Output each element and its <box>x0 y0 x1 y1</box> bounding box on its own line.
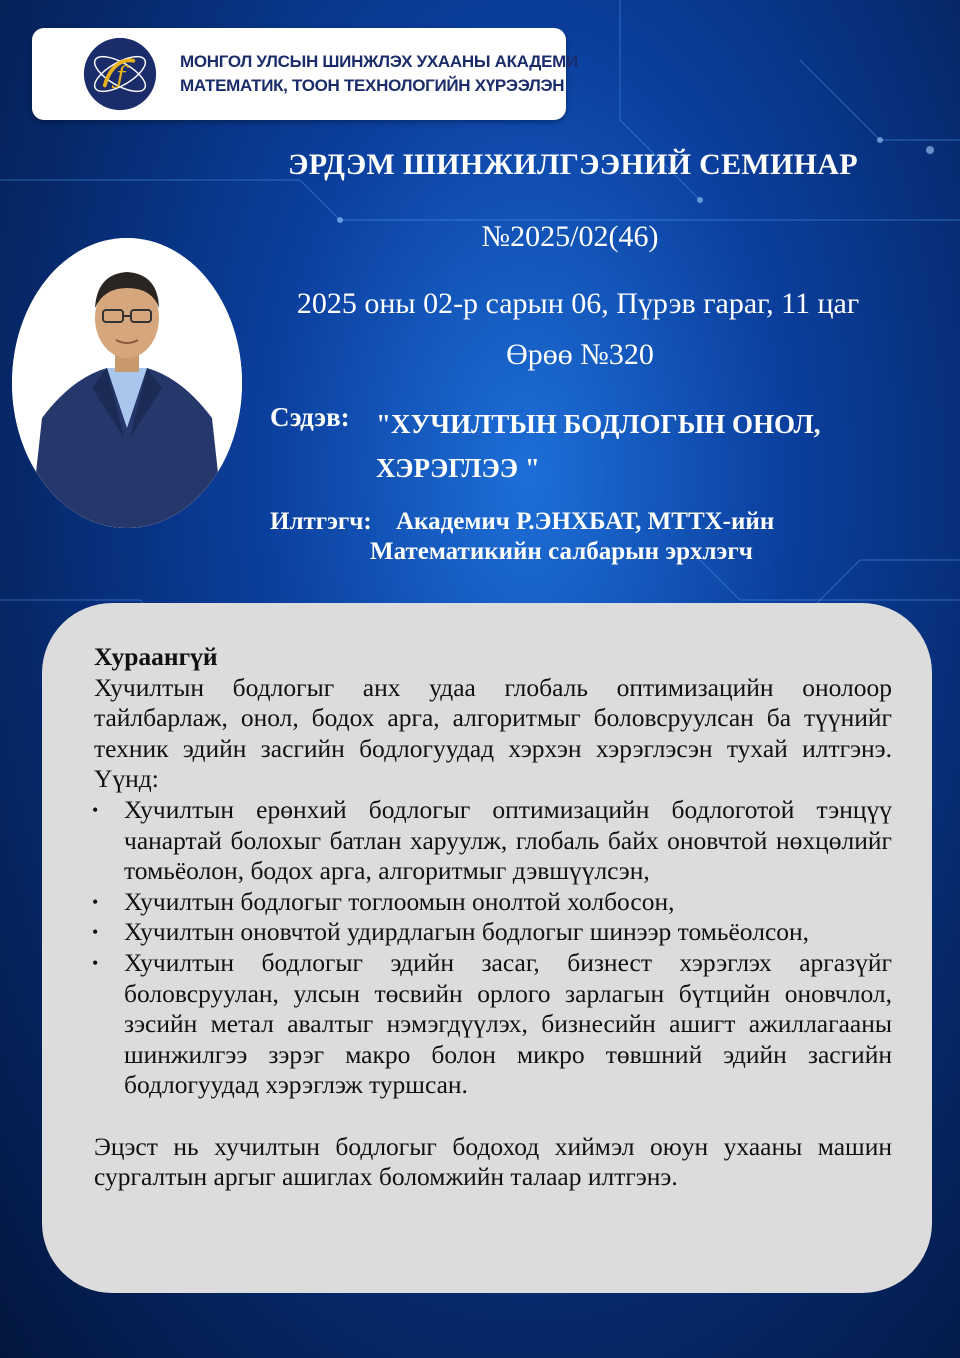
speaker-name: Академич Р.ЭНХБАТ, МТТХ-ийн <box>396 508 775 535</box>
logo-line-academy: МОНГОЛ УЛСЫН ШИНЖЛЭХ УХААНЫ АКАДЕМИ <box>180 52 578 71</box>
speaker-portrait-illustration <box>12 238 242 528</box>
institute-logo <box>32 28 578 120</box>
speaker-label: Илтгэгч: <box>270 508 372 535</box>
logo-line-institute: МАТЕМАТИК, ТООН ТЕХНОЛОГИЙН ХҮРЭЭЛЭН <box>180 76 565 95</box>
bullet-icon: • <box>92 952 99 973</box>
seminar-number: №2025/02(46) <box>481 220 659 253</box>
abstract-bullet-item: • Хучилтын бодлогыг эдийн засаг, бизнест хэрэглэх аргазүйг боловсруулан, улсын төсвийн орлого зарлагын бүтцийн оновчлол, зэсийн метал авалтыг нэмэгдүүлэх, бизнесийн ашигт ажиллагааны шинжилгээ зэрэг макро болон микро төвшний эдийн засгийн бодлогуудад хэрэглэж туршсан. <box>92 947 892 1100</box>
speaker-photo <box>12 238 242 528</box>
seminar-datetime: 2025 оны 02-р сарын 06, Пүрэв гараг, 11 цаг <box>296 287 860 320</box>
bullet-icon: • <box>92 891 99 912</box>
abstract-bullet-item: • Хучилтын оновчтой удирдлагын бодлогыг шинээр томьёолсон, <box>92 917 810 947</box>
abstract-bullet-item: • Хучилтын ерөнхий бодлогыг оптимизацийн бодлоготой тэнцүү чанартай болохыг батлан харуулж, глобаль байх оновчтой нөхцөлийг томьёолон, бодох арга, алгоритмыг дэвшүүлсэн, <box>92 794 892 886</box>
abstract-content <box>94 642 892 1193</box>
topic-label: Сэдэв: <box>270 402 350 432</box>
seminar-room: Өрөө №320 <box>506 338 654 371</box>
svg-text:ƒ: ƒ <box>116 60 126 90</box>
institute-emblem-icon <box>82 36 158 112</box>
abstract-intro: Хучилтын бодлогыг анх удаа глобаль оптимизацийн онолоор тайлбарлаж, онол, бодох арга, алгоритмыг боловсруулсан ба түүнийг техник эдийн засгийн бодлогуудад хэрхэн хэрэглэсэн тухай илтгэнэ. Үүнд: <box>94 672 892 794</box>
abstract-bullet-list <box>94 795 892 1101</box>
abstract-bullet-item: • Хучилтын бодлогыг тоглоомын онолтой холбосон, <box>92 886 675 916</box>
topic-value: "ХУЧИЛТЫН БОДЛОГЫН ОНОЛ, ХЭРЭГЛЭЭ " <box>376 409 821 483</box>
seminar-title: ЭРДЭМ ШИНЖИЛГЭЭНИЙ СЕМИНАР <box>288 148 858 181</box>
speaker-role: Математикийн салбарын эрхлэгч <box>370 538 753 565</box>
bullet-icon: • <box>92 922 99 943</box>
bullet-icon: • <box>92 799 99 820</box>
abstract-closing: Эцэст нь хучилтын бодлогыг бодоход хиймэл оюун ухааны машин сургалтын аргыг ашиглах боломжийн талаар илтгэнэ. <box>94 1131 892 1192</box>
abstract-heading: Хураангүй <box>94 642 218 671</box>
